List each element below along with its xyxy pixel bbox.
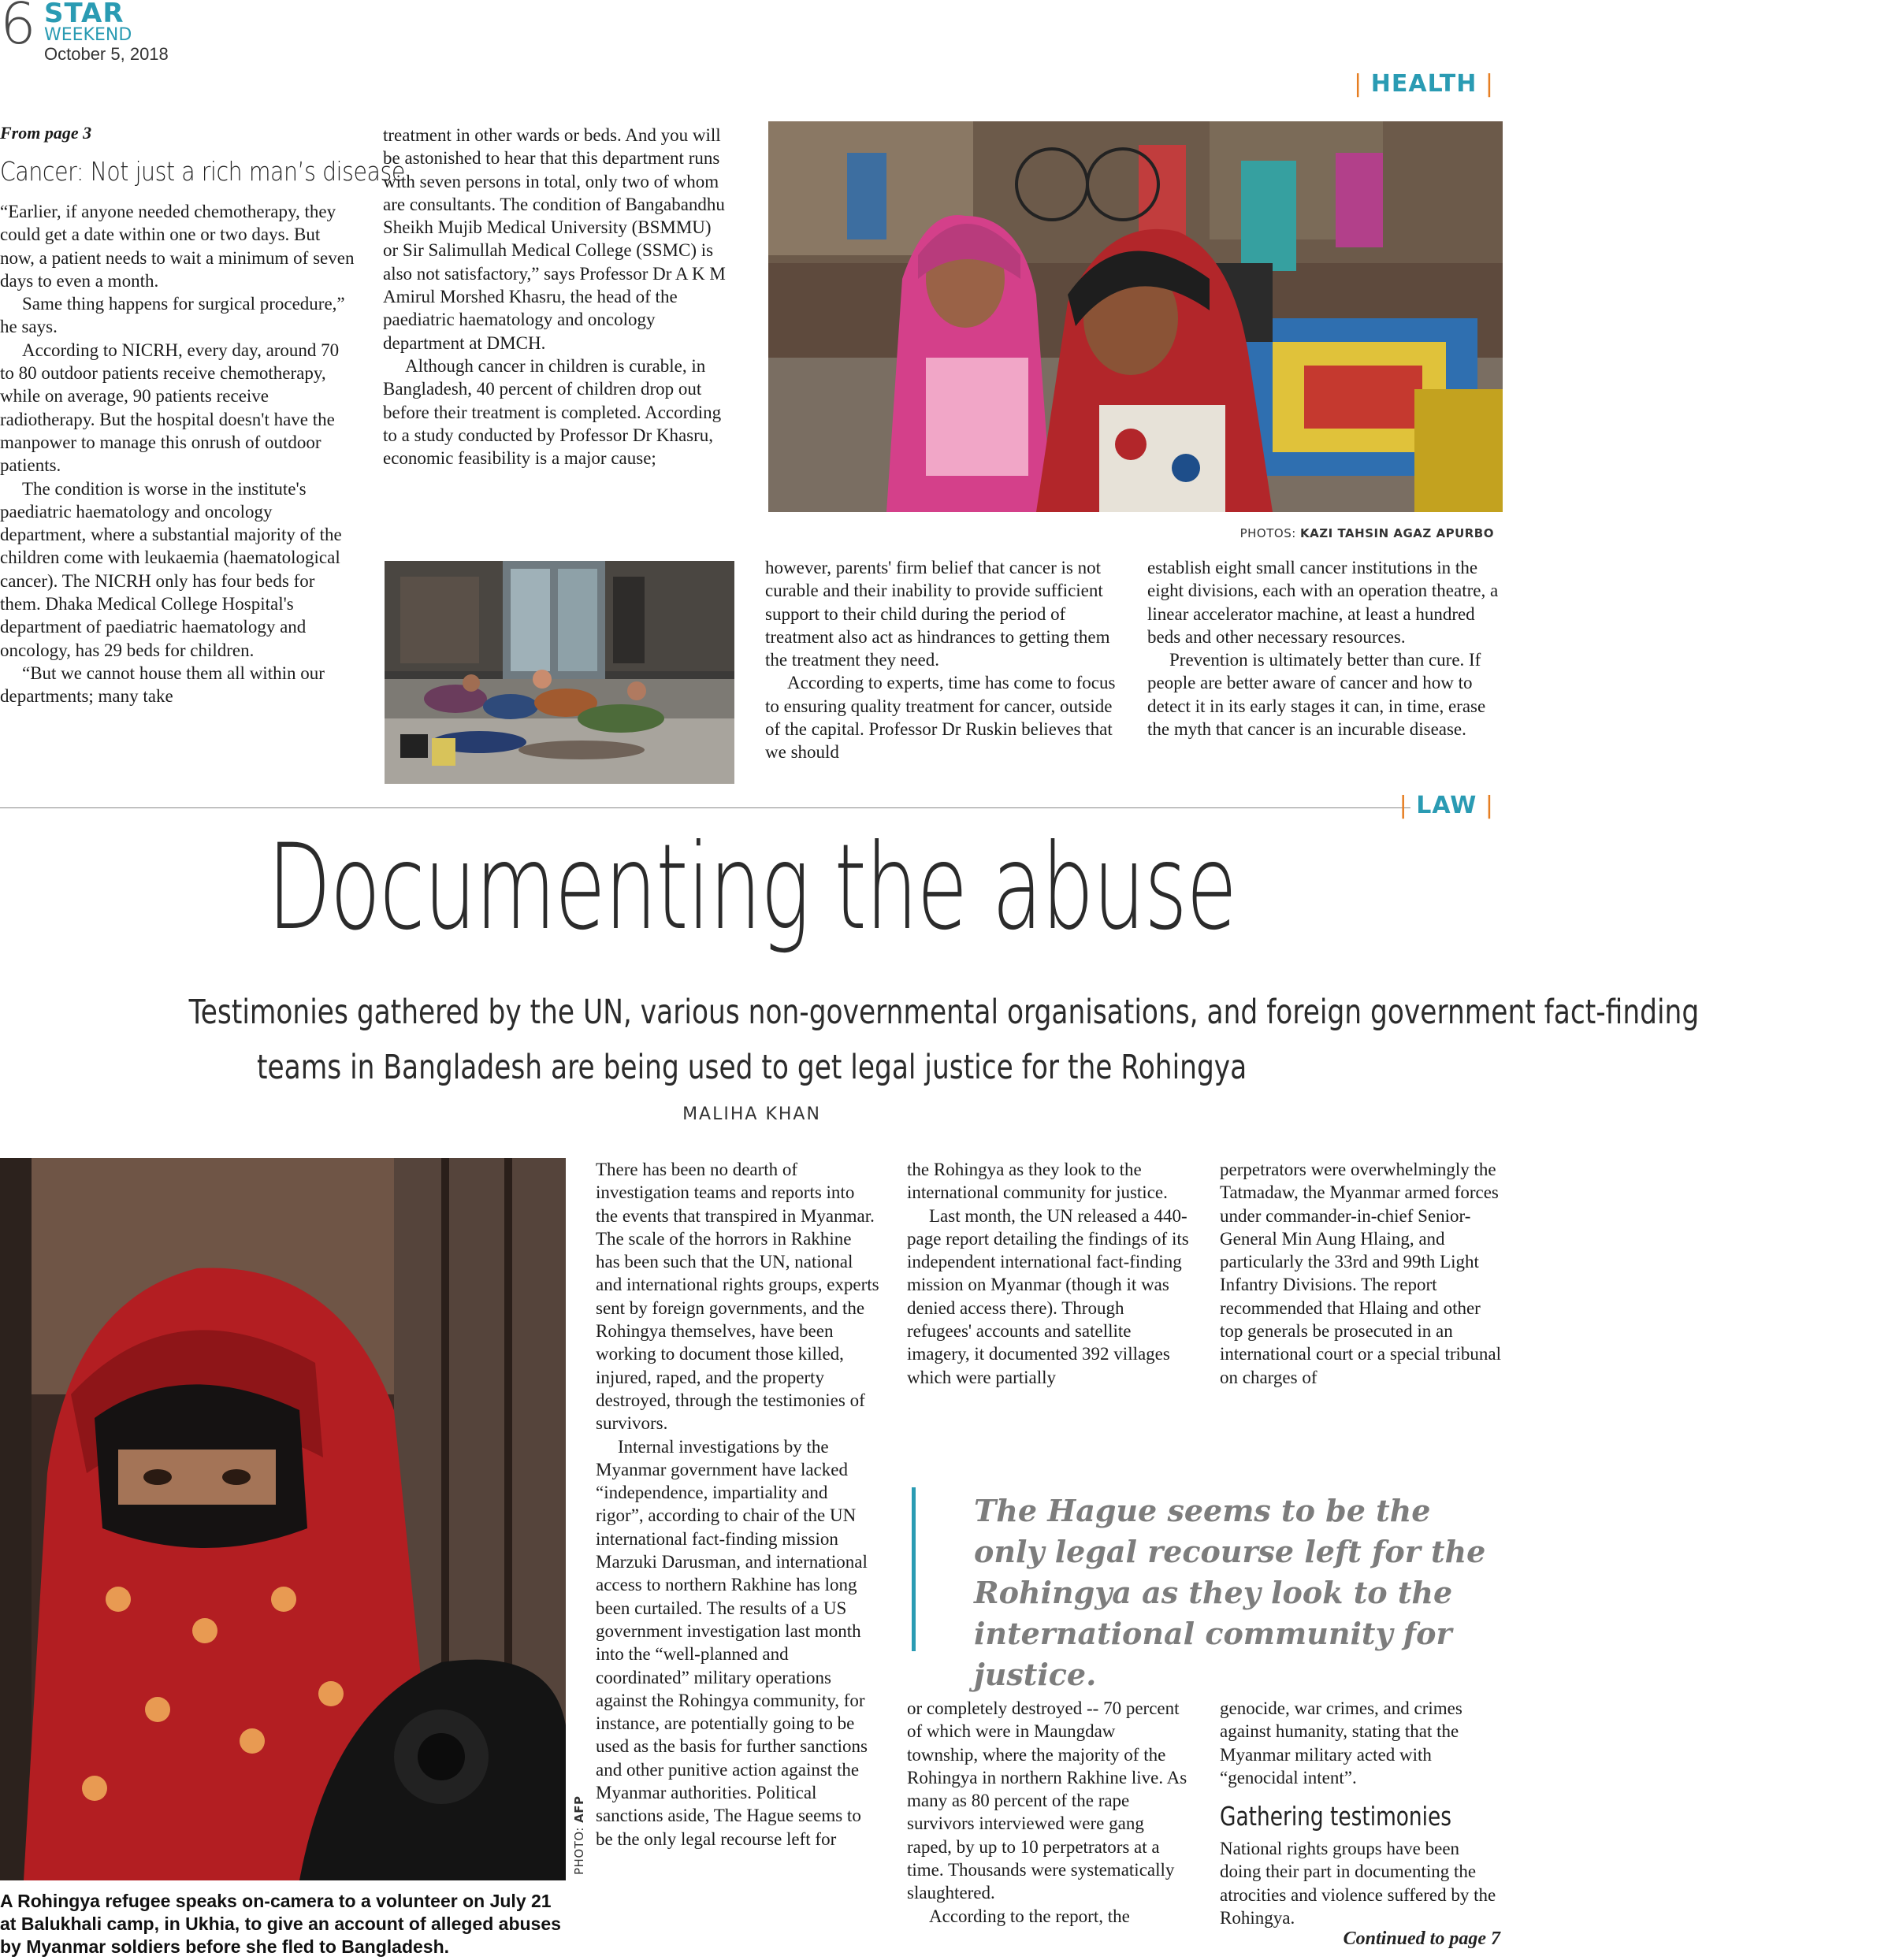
section-tag-law: | LAW |: [1399, 792, 1494, 819]
paragraph: Internal investigations by the Myanmar government have lacked “independence, impartiality and rigor”, according to chair of the UN international fact-finding mission Marzuki Darusman, and international access to northern Rakhine has long been curtailed. The results of a US government investigation last month into the “well-planned and coordinated” military operations against the Rohingya community, for instance, are potentially going to be used as the basis for further sanctions and other punitive action against the Myanmar authorities. Political sanctions aside, The Hague seems to be the only legal recourse left for: [596, 1436, 868, 1849]
continued-to-page-link[interactable]: Continued to page 7: [1343, 1928, 1500, 1949]
rohingya-refugee-photo: [0, 1158, 566, 1880]
pull-quote: The Hague seems to be the only legal recourse left for the Rohingya as they look to the international community for justice.: [974, 1493, 1486, 1692]
paragraph: perpetrators were overwhelmingly the Tatmadaw, the Myanmar armed forces under commander-in-chief Senior-General Min Aung Hlaing, and particularly the 33rd and 99th Light Infantry Divisions. The report recommended that Hlaing and other top generals be prosecuted in an international court or a special tribunal on charges of: [1220, 1160, 1502, 1387]
law-deck: [0, 985, 1700, 1095]
from-page-label: From page 3: [0, 123, 92, 143]
photo-credit-label: PHOTO:: [572, 1822, 586, 1875]
health-column-1: [0, 200, 355, 708]
paragraph: the Rohingya as they look to the international community for justice.: [907, 1160, 1168, 1203]
section-tag-law-label: LAW: [1416, 792, 1477, 819]
section-tag-health-label: HEALTH: [1370, 70, 1477, 98]
paragraph: however, parents' firm belief that cancer is not curable and their inability to provide sufficient support to their child during the period of treatment also act as hindrances to getting them the treatment they need.: [765, 558, 1110, 670]
patients-waiting-photo: [768, 121, 1503, 512]
issue-date: October 5, 2018: [44, 44, 169, 64]
section-divider: [0, 807, 1410, 808]
health-article-title: Cancer: Not just a rich man’s disease: [0, 156, 405, 187]
law-column-3-after-subhead: [1220, 1837, 1505, 1929]
law-column-2-bottom: [907, 1697, 1191, 1928]
byline: MALIHA KHAN: [682, 1104, 821, 1124]
photo-credit-label: PHOTOS:: [1239, 526, 1301, 540]
paragraph: or completely destroyed -- 70 percent of which were in Maungdaw township, where the majority of the Rohingya in northern Rakhine live. As many as 80 percent of the rape survivors interviewed were gang raped, by up to 10 perpetrators at a time. Thousands were systematically slaughtered.: [907, 1698, 1187, 1903]
law-headline: Documenting the abuse: [267, 819, 1236, 956]
paragraph: The condition is worse in the institute's paediatric haematology and oncology department, where a substantial majority of the children come with leukaemia (haematological cancer). The NICRH only has four beds for them. Dhaka Medical College Hospital's department of paediatric haematology and oncology, has 29 beds for children.: [0, 478, 342, 660]
paragraph: genocide, war crimes, and crimes against humanity, stating that the Myanmar military acted with “genocidal intent”.: [1220, 1698, 1462, 1787]
health-column-2: [383, 124, 730, 470]
paragraph: establish eight small cancer institutions in the eight divisions, each with an operation theatre, a linear accelerator machine, at least a hundred beds and other necessary resources.: [1147, 558, 1499, 647]
brand-star: STAR: [44, 0, 125, 29]
paragraph: treatment in other wards or beds. And you will be astonished to hear that this department runs with seven persons in total, only two of whom are consultants. The condition of Bangabandhu Sheikh Mujib Medical University (BSMMU) or Sir Salimullah Medical College (SSMC) is also not satisfactory,” says Professor Dr A K M Amirul Morshed Khasru, the head of the paediatric haematology and oncology department at DMCH.: [383, 125, 726, 353]
paragraph: National rights groups have been doing their part in documenting the atrocities and violence suffered by the Rohingya.: [1220, 1839, 1496, 1928]
photo-credit-name: AFP: [572, 1795, 586, 1823]
paragraph: Prevention is ultimately better than cure. If people are better aware of cancer and how to detect it in its early stages it can, in time, erase the myth that cancer is an incurable disease.: [1147, 650, 1486, 740]
health-photo-credit: [1240, 526, 1494, 540]
deck-line-1: Testimonies gathered by the UN, various non-governmental organisations, and foreign government fact-finding: [188, 993, 1700, 1032]
paragraph: “Earlier, if anyone needed chemotherapy, they could get a date within one or two days. But now, a patient needs to wait a minimum of seven days to even a month.: [0, 202, 355, 291]
page-number: 6: [0, 0, 36, 57]
photo-caption: A Rohingya refugee speaks on-camera to a volunteer on July 21 at Balukhali camp, in Ukhia, to give an account of alleged abuses by Myanmar soldiers before she fled to Bangladesh.: [0, 1891, 561, 1957]
law-photo-credit: [572, 1795, 586, 1875]
law-column-3-top: [1220, 1158, 1503, 1389]
hospital-corridor-photo: [385, 561, 734, 784]
paragraph: According to NICRH, every day, around 70 to 80 outdoor patients receive chemotherapy, while on average, 90 patients receive radiotherapy. But the hospital doesn't have the manpower to manage this onrush of outdoor patients.: [0, 340, 340, 476]
deck-line-2: teams in Bangladesh are being used to get legal justice for the Rohingya: [256, 1048, 1247, 1087]
law-column-2-top: [907, 1158, 1191, 1389]
paragraph: Same thing happens for surgical procedure,” he says.: [0, 294, 345, 337]
paragraph: Although cancer in children is curable, in Bangladesh, 40 percent of children drop out before their treatment is completed. According to a study conducted by Professor Dr Khasru, economic feasibility is a major cause;: [383, 355, 722, 469]
paragraph: According to the report, the: [929, 1906, 1130, 1926]
paragraph: According to experts, time has come to focus to ensuring quality treatment for cancer, outside of the capital. Professor Dr Ruskin believes that we should: [765, 673, 1116, 763]
paragraph: Last month, the UN released a 440-page report detailing the findings of its independent international fact-finding mission on Myanmar (though it was denied access there). Through refugees' accounts and satellite imagery, it documented 392 villages which were partially: [907, 1205, 1189, 1387]
law-column-3-bottom: [1220, 1697, 1503, 1789]
paragraph: “But we cannot house them all within our departments; many take: [0, 663, 325, 707]
law-column-1: [596, 1158, 879, 1850]
health-column-4: [1147, 556, 1502, 741]
section-tag-health: | HEALTH |: [1354, 70, 1494, 98]
subhead-gathering-testimonies: Gathering testimonies: [1220, 1801, 1451, 1832]
health-column-3: [765, 556, 1120, 764]
photo-credit-name: KAZI TAHSIN AGAZ APURBO: [1300, 526, 1494, 540]
paragraph: There has been no dearth of investigation teams and reports into the events that transpired in Myanmar. The scale of the horrors in Rakhine has been such that the UN, national and international rights groups, experts sent by foreign governments, and the Rohingya themselves, have been working to document those killed, injured, raped, and the property destroyed, through the testimonies of survivors.: [596, 1160, 879, 1434]
pull-quote-bar: [912, 1487, 916, 1651]
brand-weekend: WEEKEND: [44, 25, 132, 45]
